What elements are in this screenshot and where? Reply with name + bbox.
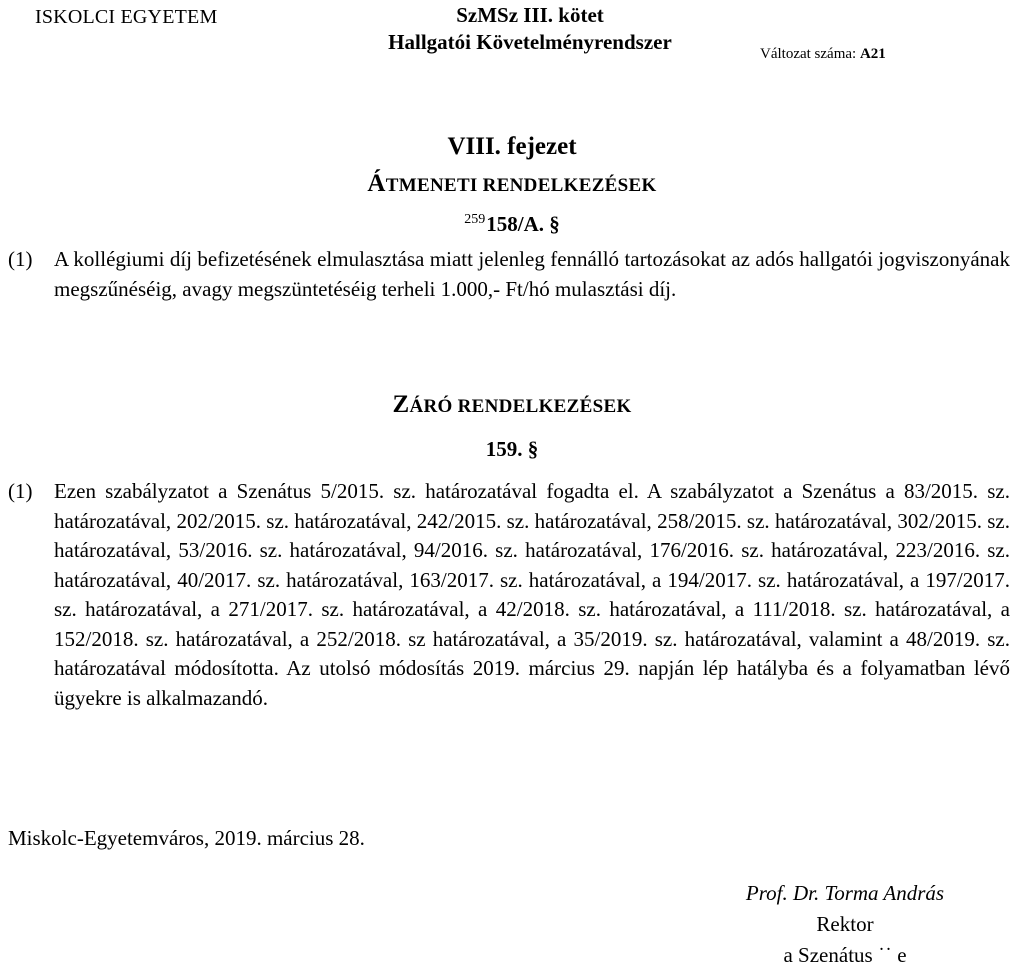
signature-block	[700, 878, 990, 971]
section-158a-heading	[0, 212, 1024, 237]
version-value: A21	[859, 46, 886, 62]
place-and-date: Miskolc-Egyetemváros, 2019. március 28.	[8, 826, 365, 850]
signatory-body: a Szenátus ˙˙ e	[783, 943, 907, 967]
institution-name: ISKOLCI EGYETEM	[35, 6, 218, 28]
closing-title-initial: Z	[392, 391, 410, 418]
document-volume-header	[340, 2, 720, 56]
version-label: Változat száma:	[760, 46, 857, 62]
chapter-title: VIII. fejezet	[447, 133, 577, 160]
closing-provisions-title	[0, 391, 1024, 419]
signatory-name: Prof. Dr. Torma András	[745, 881, 945, 905]
section-159-paragraph	[8, 477, 1010, 713]
chapter-subtitle-initial: Á	[367, 170, 386, 197]
paragraph-number: (1)	[8, 247, 33, 271]
paragraph-number: (1)	[8, 479, 33, 503]
section-158a-paragraph	[8, 245, 1010, 304]
paragraph-text: A kollégiumi díj befizetésének elmulasztása miatt jelenleg fennálló tartozásokat az adós hallgatói jogviszonyának megszűnéséig, avagy megszüntetéséig terheli 1.000,- Ft/hó mulasztási díj.	[54, 247, 1010, 301]
regulation-title: Hallgatói Követelményrendszer	[388, 30, 672, 54]
section-158a-label: 158/A. §	[486, 212, 560, 236]
chapter-subtitle	[0, 170, 1024, 198]
footnote-marker: 259	[464, 212, 486, 227]
volume-title: SzMSz III. kötet	[456, 3, 604, 27]
version-info	[760, 46, 886, 63]
chapter-subtitle-rest: TMENETI RENDELKEZÉSEK	[385, 175, 657, 196]
paragraph-text: Ezen szabályzatot a Szenátus 5/2015. sz. határozatával fogadta el. A szabályzatot a Szenátus a 83/2015. sz. határozatával, 202/2015. sz. határozatával, 242/2015. sz. határozatával, 258/2015. sz. határozatával, 302/2015. sz. határozatával, 53/2016. sz. határozatával, 94/2016. sz. határozatával, 176/2016. sz. határozatával, 223/2016. sz. határozatával, 40/2017. sz. határozatával, 163/2017. sz. határozatával, a 194/2017. sz. határozatával, a 197/2017. sz. határozatával, a 271/2017. sz. határozatával, a 42/2018. sz. határozatával, a 111/2018. sz. határozatával, a 152/2018. sz. határozatával, a 252/2018. sz határozatával, a 35/2019. sz. határozatával, valamint a 48/2019. sz. határozatával módosította. Az utolsó módosítás 2019. március 29. napján lép hatályba és a folyamatban lévő ügyekre is alkalmazandó.	[54, 479, 1010, 710]
section-159-heading: 159. §	[485, 437, 539, 461]
signatory-role: Rektor	[816, 912, 874, 936]
closing-title-rest: ÁRÓ RENDELKEZÉSEK	[409, 396, 632, 417]
